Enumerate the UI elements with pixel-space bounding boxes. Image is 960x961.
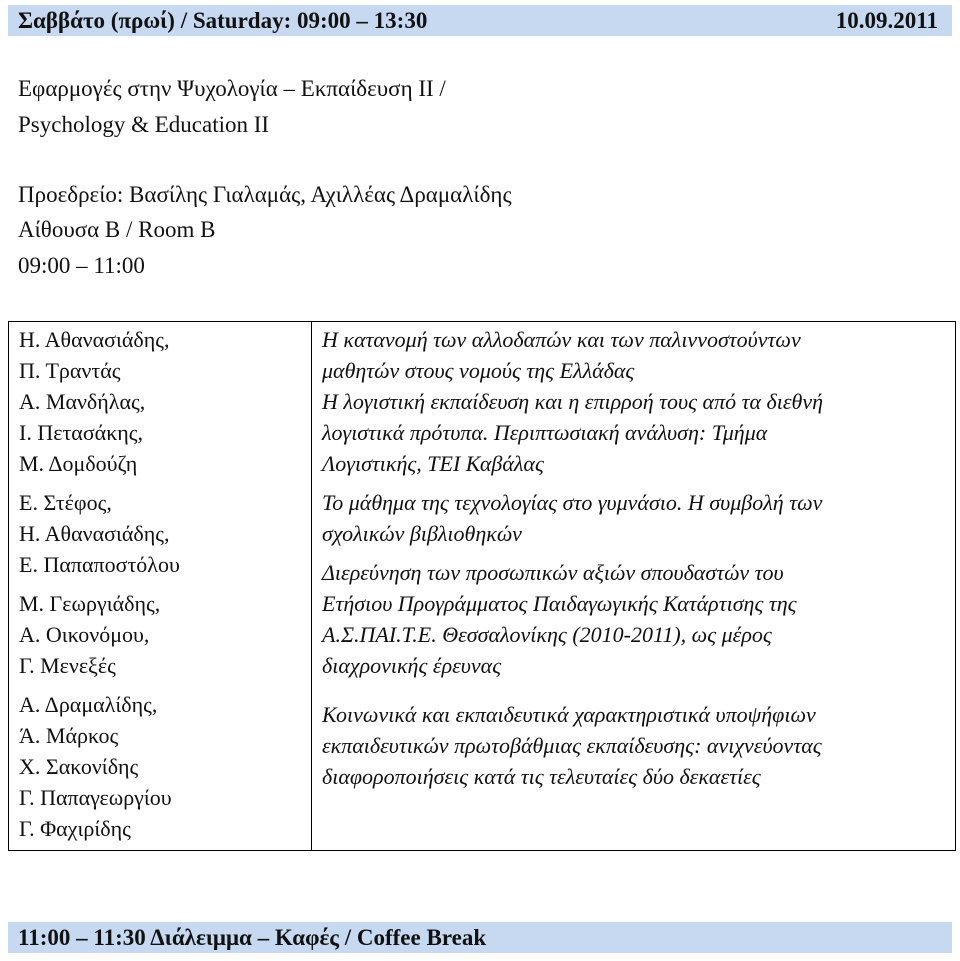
session-time: 09:00 – 11:00: [18, 253, 145, 278]
session-room: Αίθουσα Β / Room B: [18, 217, 216, 242]
author-name: Μ. Γεωργιάδης,: [19, 591, 161, 616]
day-label: Σαββάτο (πρωί) / Saturday: 09:00 – 13:30: [18, 8, 428, 33]
author-name: Γ. Παπαγεωργίου: [19, 785, 172, 810]
paper-title-line: λογιστικά πρότυπα. Περιπτωσιακή ανάλυση: Τμήμα: [322, 420, 768, 445]
coffee-break-bar: [8, 922, 952, 953]
schedule-header-bar: [8, 5, 952, 36]
author-name: Α. Δραμαλίδης,: [19, 692, 158, 717]
papers-table: [8, 321, 956, 851]
author-name: Γ. Φαχιρίδης: [19, 816, 131, 841]
session-chairs: Προεδρείο: Βασίλης Γιαλαμάς, Αχιλλέας Δραμαλίδης: [18, 182, 512, 207]
author-name: Α. Μανδήλας,: [19, 389, 146, 414]
table-row: [9, 322, 956, 851]
author-name: Ε. Στέφος,: [19, 490, 112, 515]
paper-title-line: διαφοροποιήσεις κατά τις τελευταίες δύο δεκαετίες: [322, 764, 761, 789]
paper-title-line: μαθητών στους νομούς της Ελλάδας: [322, 358, 635, 383]
author-name: Π. Τραντάς: [19, 358, 121, 383]
author-name: Γ. Μενεξές: [19, 653, 116, 678]
paper-title-line: Η κατανομή των αλλοδαπών και των παλιννοστούντων: [322, 327, 801, 352]
author-name: Η. Αθανασιάδης,: [19, 521, 170, 546]
author-name: Ι. Πετασάκης,: [19, 420, 144, 445]
session-title-gr: Εφαρμογές στην Ψυχολογία – Εκπαίδευση ΙΙ /: [18, 76, 446, 101]
paper-title-line: Λογιστικής, ΤΕΙ Καβάλας: [322, 451, 544, 476]
author-name: Α. Οικονόμου,: [19, 622, 150, 647]
paper-title-line: Ετήσιου Προγράμματος Παιδαγωγικής Κατάρτισης της: [322, 591, 797, 616]
paper-title-line: εκπαιδευτικών πρωτοβάθμιας εκπαίδευσης: ανιχνεύοντας: [322, 733, 822, 758]
paper-title-line: Διερεύνηση των προσωπικών αξιών σπουδαστών του: [322, 560, 784, 585]
paper-title-line: σχολικών βιβλιοθηκών: [322, 521, 522, 546]
paper-title-line: διαχρονικής έρευνας: [322, 653, 502, 678]
session-title-en: Psychology & Education ΙΙ: [18, 112, 270, 137]
titles-cell: [312, 322, 956, 851]
author-name: Ά. Μάρκος: [19, 723, 119, 748]
authors-cell: [9, 322, 312, 851]
author-name: Χ. Σακονίδης: [19, 754, 139, 779]
paper-title-line: Κοινωνικά και εκπαιδευτικά χαρακτηριστικά υποψήφιων: [322, 702, 816, 727]
paper-title-line: Α.Σ.ΠΑΙ.Τ.Ε. Θεσσαλονίκης (2010-2011), ως μέρος: [322, 622, 772, 647]
date-label: 10.09.2011: [835, 8, 938, 33]
author-name: Ε. Παπαποστόλου: [19, 552, 180, 577]
break-label: 11:00 – 11:30 Διάλειμμα – Καφές / Coffee Break: [18, 925, 487, 950]
author-name: Η. Αθανασιάδης,: [19, 327, 170, 352]
author-name: Μ. Δομδούζη: [19, 451, 138, 476]
paper-title-line: Το μάθημα της τεχνολογίας στο γυμνάσιο. Η συμβολή των: [322, 490, 823, 515]
paper-title-line: Η λογιστική εκπαίδευση και η επιρροή τους από τα διεθνή: [322, 389, 824, 414]
